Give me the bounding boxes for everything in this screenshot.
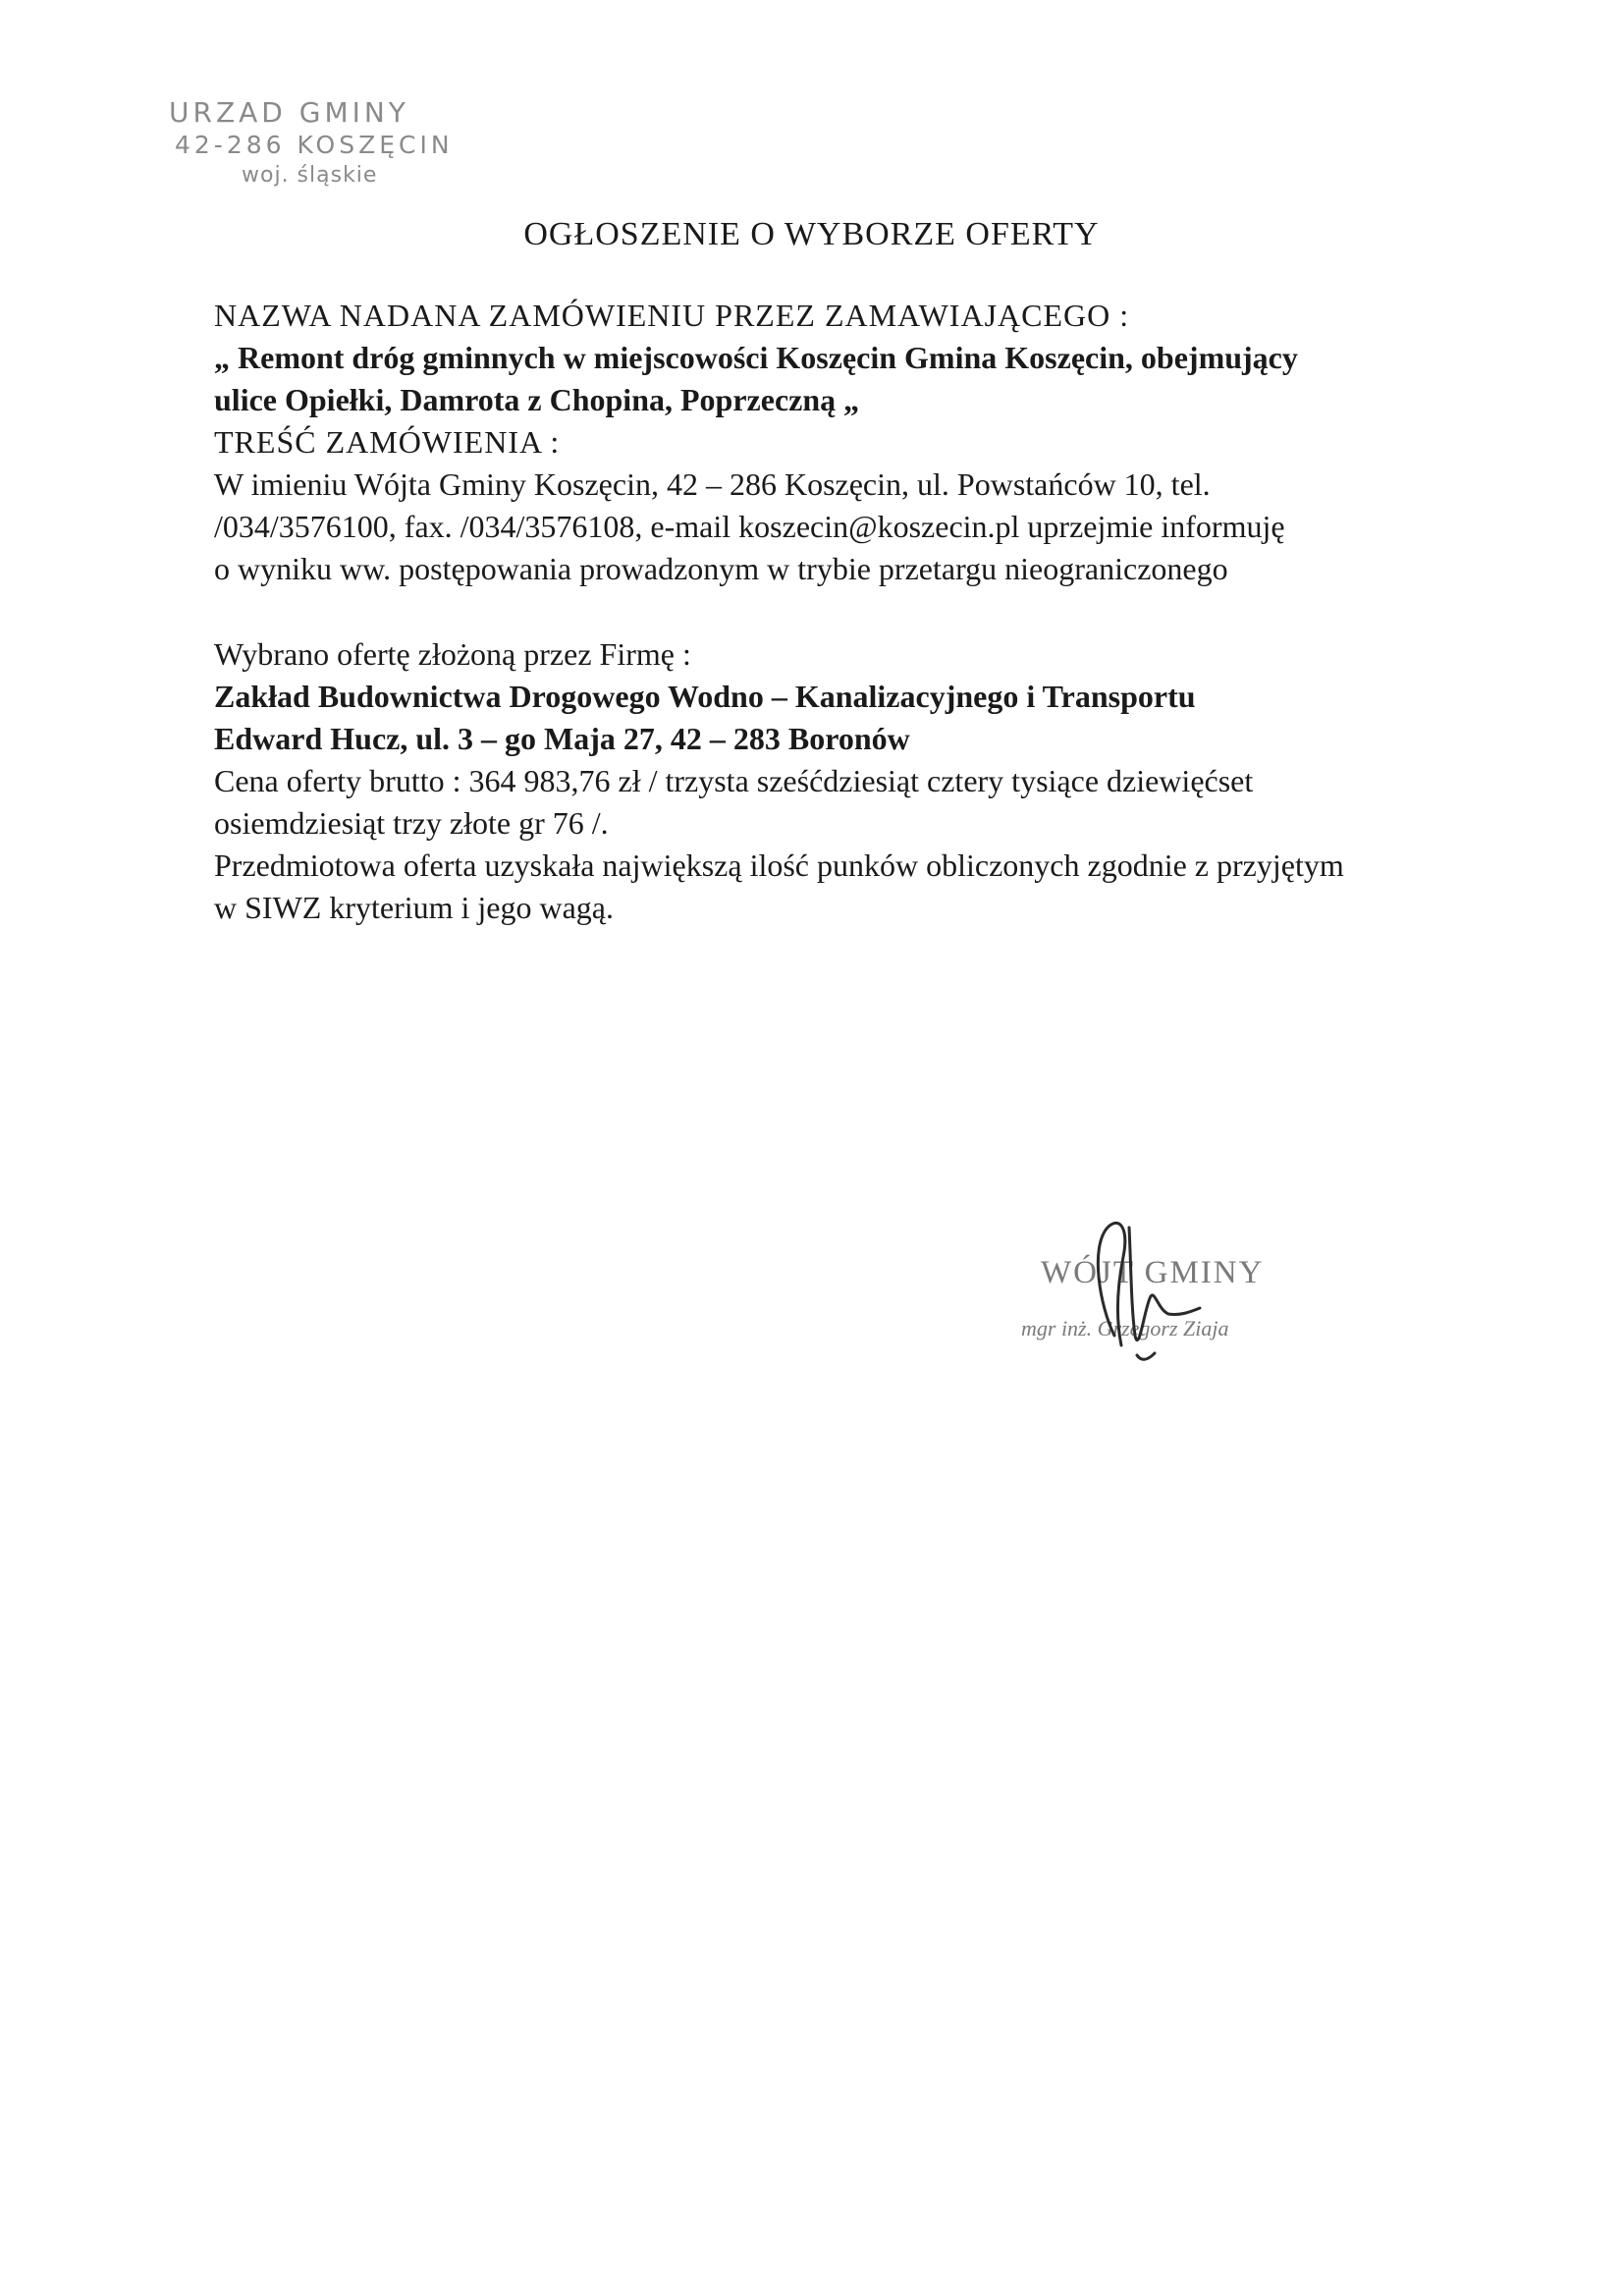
document-body bbox=[214, 295, 1549, 929]
order-content-heading: TREŚĆ ZAMÓWIENIA : bbox=[214, 424, 561, 460]
stamp-postal-address: 42-286 KOSZĘCIN bbox=[175, 131, 454, 159]
company-line-1: Zakład Budownictwa Drogowego Wodno – Kanalizacyjnego i Transportu bbox=[214, 679, 1196, 714]
order-content-line-3: o wyniku ww. postępowania prowadzonym w trybie przetargu nieograniczonego bbox=[214, 551, 1228, 586]
signature-block bbox=[1021, 1188, 1316, 1385]
stamp-voivodeship: woj. śląskie bbox=[242, 163, 378, 188]
document-title: OGŁOSZENIE O WYBORZE OFERTY bbox=[523, 216, 1100, 252]
reason-line-1: Przedmiotowa oferta uzyskała największą ilość punków obliczonych zgodnie z przyjętym bbox=[214, 847, 1344, 883]
price-line-1: Cena oferty brutto : 364 983,76 zł / trzysta sześćdziesiąt cztery tysiące dziewięćset bbox=[214, 763, 1254, 798]
order-name-line-2: ulice Opiełki, Damrota z Chopina, Poprzeczną „ bbox=[214, 382, 860, 417]
signature-stamp-title: WÓJT GMINY bbox=[1041, 1255, 1265, 1290]
signature-stamp-name: mgr inż. Grzegorz Ziaja bbox=[1021, 1316, 1229, 1340]
order-content-line-2: /034/3576100, fax. /034/3576108, e-mail koszecin@koszecin.pl uprzejmie informuję bbox=[214, 509, 1285, 544]
stamp-office-name: URZAD GMINY bbox=[169, 96, 409, 129]
price-line-2: osiemdziesiąt trzy złote gr 76 /. bbox=[214, 805, 609, 841]
paragraph-gap bbox=[214, 590, 1549, 633]
order-name-heading: NAZWA NADANA ZAMÓWIENIU PRZEZ ZAMAWIAJĄCEGO : bbox=[214, 298, 1130, 333]
handwritten-signature-icon bbox=[1021, 1188, 1316, 1385]
company-line-2: Edward Hucz, ul. 3 – go Maja 27, 42 – 283 Boronów bbox=[214, 721, 910, 756]
order-name-line-1: „ Remont dróg gminnych w miejscowości Koszęcin Gmina Koszęcin, obejmujący bbox=[214, 340, 1298, 375]
reason-line-2: w SIWZ kryterium i jego wagą. bbox=[214, 890, 614, 925]
selection-intro: Wybrano ofertę złożoną przez Firmę : bbox=[214, 636, 691, 672]
order-content-line-1: W imieniu Wójta Gminy Koszęcin, 42 – 286 Koszęcin, ul. Powstańców 10, tel. bbox=[214, 466, 1211, 502]
office-stamp bbox=[169, 96, 473, 191]
